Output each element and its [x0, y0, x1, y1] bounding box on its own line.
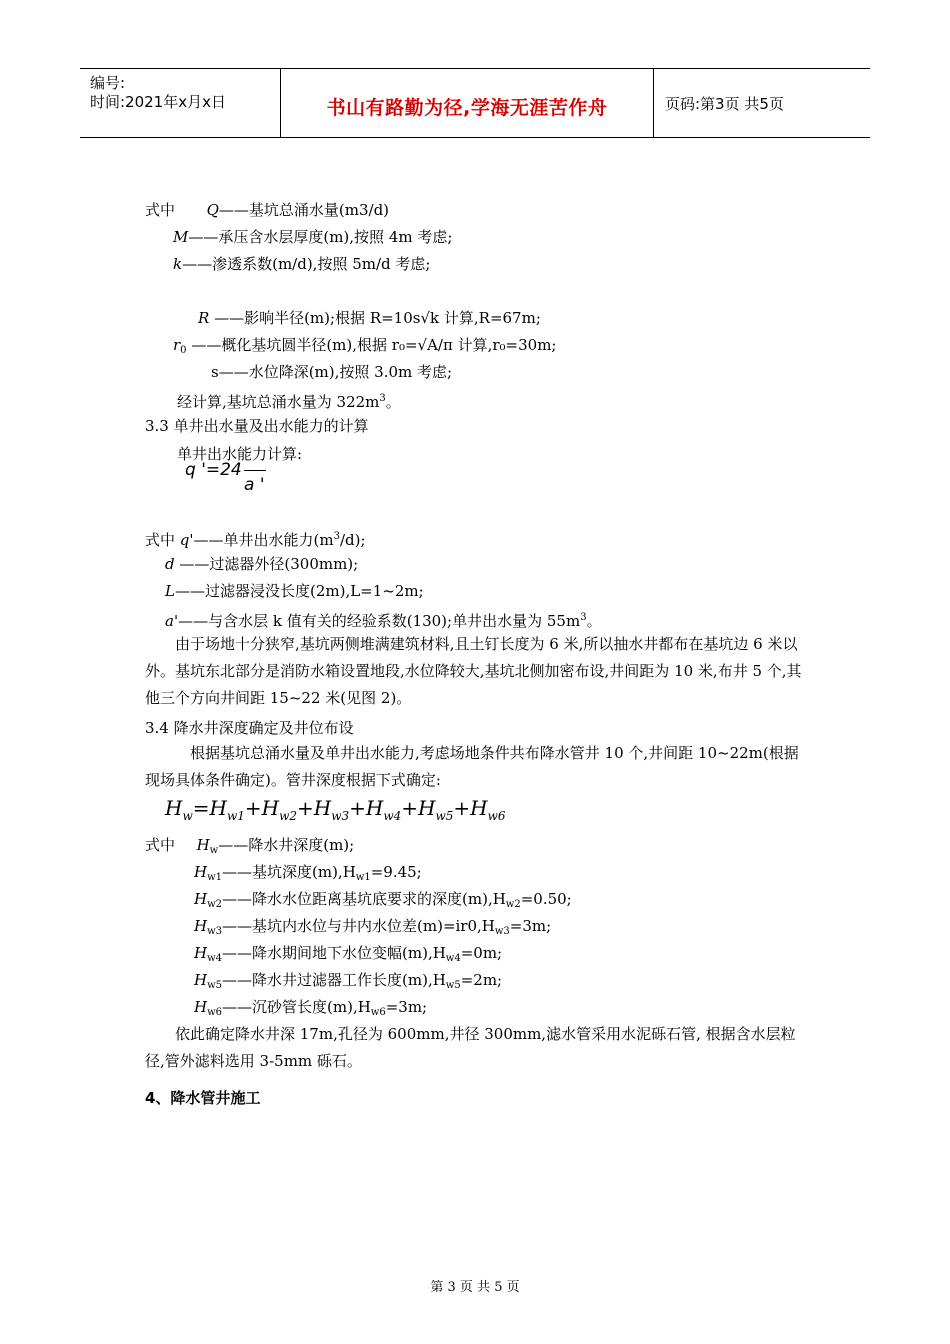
result-text: 经计算,基坑总涌水量为 322m — [177, 393, 380, 411]
formula-term-6: H — [470, 796, 488, 820]
def-prefix: 式中 — [145, 201, 176, 219]
def3-row-hw — [145, 835, 354, 861]
formula-op-1: = — [192, 796, 210, 820]
formula-term-2-sub: w2 — [279, 809, 297, 823]
formula-single-well: q '=24 — [185, 460, 242, 480]
symbol-hw5-sub: w5 — [207, 980, 223, 991]
def2-q-line — [145, 527, 366, 550]
symbol-hw-sub: w — [209, 845, 219, 856]
def3-hw5-end: =2m; — [460, 971, 503, 989]
def3-hw5-sub2: w5 — [445, 980, 461, 991]
page-header — [80, 68, 870, 138]
def3-hw2-sub2: w2 — [505, 899, 521, 910]
def3-row-hw5 — [194, 970, 502, 996]
formula-denominator: a ' — [244, 475, 265, 495]
formula-op-4: + — [349, 796, 366, 820]
def3-hw4-sub2: w4 — [445, 953, 461, 964]
def3-hw6-text: ——沉砂管长度(m),H — [222, 998, 371, 1016]
document-time-label: 时间:2021年x月x日 — [90, 93, 226, 111]
symbol-r0: r — [173, 336, 181, 354]
symbol-r0-sub: 0 — [180, 345, 187, 356]
def3-hw2-end: =0.50; — [520, 890, 572, 908]
def3-hw5-text: ——降水井过滤器工作长度(m),H — [222, 971, 446, 989]
def-r0-line — [173, 335, 557, 361]
def-k-line — [173, 254, 430, 274]
def3-hw4-end: =0m; — [460, 944, 503, 962]
def3-row-hw1 — [194, 862, 422, 888]
formula-term-4-sub: w4 — [383, 809, 402, 823]
def2-d-text: ——过滤器外径(300mm); — [174, 555, 359, 573]
symbol-hw3: H — [194, 917, 208, 935]
def3-hw4-text: ——降水期间地下水位变幅(m),H — [222, 944, 446, 962]
page-footer: 第 3 页 共 5 页 — [430, 1280, 520, 1295]
def3-hw3-text: ——基坑内水位与井内水位差(m)=ir0,H — [222, 917, 495, 935]
symbol-hw4-sub: w4 — [207, 953, 223, 964]
document-number-label: 编号: — [90, 74, 126, 92]
formula-term-6-sub: w6 — [487, 809, 506, 823]
formula-op-2: + — [244, 796, 262, 820]
formula-term-4: H — [365, 796, 384, 820]
def3-row-hw3 — [194, 916, 551, 942]
section-3-3-intro: 单井出水能力计算: — [177, 445, 303, 463]
def3-prefix: 式中 — [145, 836, 176, 854]
symbol-q: Q — [206, 201, 219, 219]
symbol-a-prime: a' — [165, 612, 179, 630]
def2-a-sup: 3 — [580, 612, 587, 623]
def3-hw6-end: =3m; — [385, 998, 428, 1016]
section-4-title: 4、降水管井施工 — [145, 1089, 261, 1107]
def3-row-hw6 — [194, 997, 427, 1023]
symbol-l: L — [165, 582, 175, 600]
def-s-line — [211, 362, 452, 382]
def3-hw1-text: ——基坑深度(m),H — [222, 863, 356, 881]
formula-term-1-sub: w1 — [226, 809, 245, 823]
header-page-info: 页码:第3页 共5页 — [665, 95, 784, 113]
def3-hw3-end: =3m; — [509, 917, 552, 935]
symbol-hw3-sub: w3 — [207, 926, 223, 937]
def3-hw-text: ——降水井深度(m); — [218, 836, 355, 854]
def-s-text: s——水位降深(m),按照 3.0m 考虑; — [211, 363, 453, 381]
def-q-line — [145, 200, 389, 220]
formula-op-6: + — [453, 796, 471, 820]
def-m-text: ——承压含水层厚度(m),按照 4m 考虑; — [188, 228, 453, 246]
def3-hw3-sub2: w3 — [494, 926, 510, 937]
formula-term-5-sub: w5 — [435, 809, 454, 823]
def2-d-line — [165, 554, 358, 574]
def3-hw2-text: ——降水水位距离基坑底要求的深度(m),H — [222, 890, 506, 908]
symbol-hw4: H — [194, 944, 208, 962]
formula-term-3-sub: w3 — [331, 809, 350, 823]
section-3-3-title: 3.3 单井出水量及出水能力的计算 — [145, 417, 369, 435]
formula-term-1: H — [209, 796, 227, 820]
def3-hw6-sub2: w6 — [370, 1007, 386, 1018]
symbol-k: k — [173, 255, 183, 273]
def2-q-text: ——单井出水能力(m — [193, 531, 334, 549]
header-right-cell — [654, 69, 870, 137]
symbol-hw1-sub: w1 — [207, 872, 223, 883]
header-motto: 书山有路勤为径,学海无涯苦作舟 — [326, 97, 608, 119]
def2-a-line — [165, 608, 602, 631]
def2-l-line — [165, 581, 424, 601]
result-sup: 3 — [379, 393, 386, 404]
def2-prefix: 式中 — [145, 531, 176, 549]
symbol-hw6: H — [194, 998, 208, 1016]
result-end: 。 — [385, 393, 401, 411]
def2-a-end: 。 — [586, 612, 602, 630]
paragraph-well-count: 根据基坑总涌水量及单井出水能力,考虑场地条件共布降水管井 10 个,井间距 10~22m(根据现场具体条件确定)。管井深度根据下式确定: — [145, 744, 799, 789]
def3-hw1-sub2: w1 — [355, 872, 371, 883]
formula-term-2: H — [261, 796, 280, 820]
formula-lhs-sub: w — [182, 809, 193, 823]
formula-fraction-bar — [244, 470, 266, 471]
symbol-hw1: H — [194, 863, 208, 881]
formula-op-5: + — [401, 796, 418, 820]
def2-q-sup: 3 — [333, 531, 340, 542]
section-3-4-title: 3.4 降水井深度确定及井位布设 — [145, 719, 354, 737]
header-center-cell — [281, 69, 654, 137]
def3-row-hw4 — [194, 943, 502, 969]
symbol-q-prime: q' — [179, 531, 194, 549]
symbol-hw5: H — [194, 971, 208, 989]
paragraph-well-layout: 由于场地十分狭窄,基坑两侧堆满建筑材料,且土钉长度为 6 米,所以抽水井都布在基坑边 6 米以外。基坑东北部分是消防水箱设置地段,水位降较大,基坑北侧加密布设,井间距为 10 米,布井 5 个,其他三个方向井间距 15~22 米(见图 2)。 — [145, 635, 802, 707]
def2-l-text: ——过滤器浸没长度(2m),L=1~2m; — [174, 582, 424, 600]
def3-hw1-end: =9.45; — [370, 863, 422, 881]
formula-term-5: H — [418, 796, 436, 820]
def-r-line — [198, 308, 541, 328]
header-left-cell — [80, 69, 281, 137]
symbol-hw6-sub: w6 — [207, 1007, 223, 1018]
def3-row-hw2 — [194, 889, 572, 915]
symbol-m: M — [173, 228, 189, 246]
def-r0-text: ——概化基坑圆半径(m),根据 r₀=√A/π 计算,r₀=30m; — [186, 336, 557, 354]
def2-a-text: ——与含水层 k 值有关的经验系数(130);单井出水量为 55m — [178, 612, 581, 630]
symbol-r: R — [198, 309, 210, 327]
symbol-hw2-sub: w2 — [207, 899, 223, 910]
result-line — [177, 389, 401, 412]
formula-term-3: H — [313, 796, 332, 820]
symbol-hw2: H — [194, 890, 208, 908]
paragraph-well-spec: 依此确定降水井深 17m,孔径为 600mm,井径 300mm,滤水管采用水泥砾石管, 根据含水层粒径,管外滤料选用 3-5mm 砾石。 — [145, 1025, 796, 1070]
def-q-text: ——基坑总涌水量(m3/d) — [218, 201, 390, 219]
formula-lhs: H — [165, 796, 183, 820]
symbol-hw: H — [196, 836, 210, 854]
formula-well-depth — [165, 796, 505, 823]
def2-q-end: /d); — [339, 531, 366, 549]
def-r-text: ——影响半径(m);根据 R=10s√k 计算,R=67m; — [209, 309, 541, 327]
symbol-d: d — [165, 555, 175, 573]
def-k-text: ——渗透系数(m/d),按照 5m/d 考虑; — [182, 255, 431, 273]
def-m-line — [173, 227, 452, 247]
formula-op-3: + — [296, 796, 314, 820]
